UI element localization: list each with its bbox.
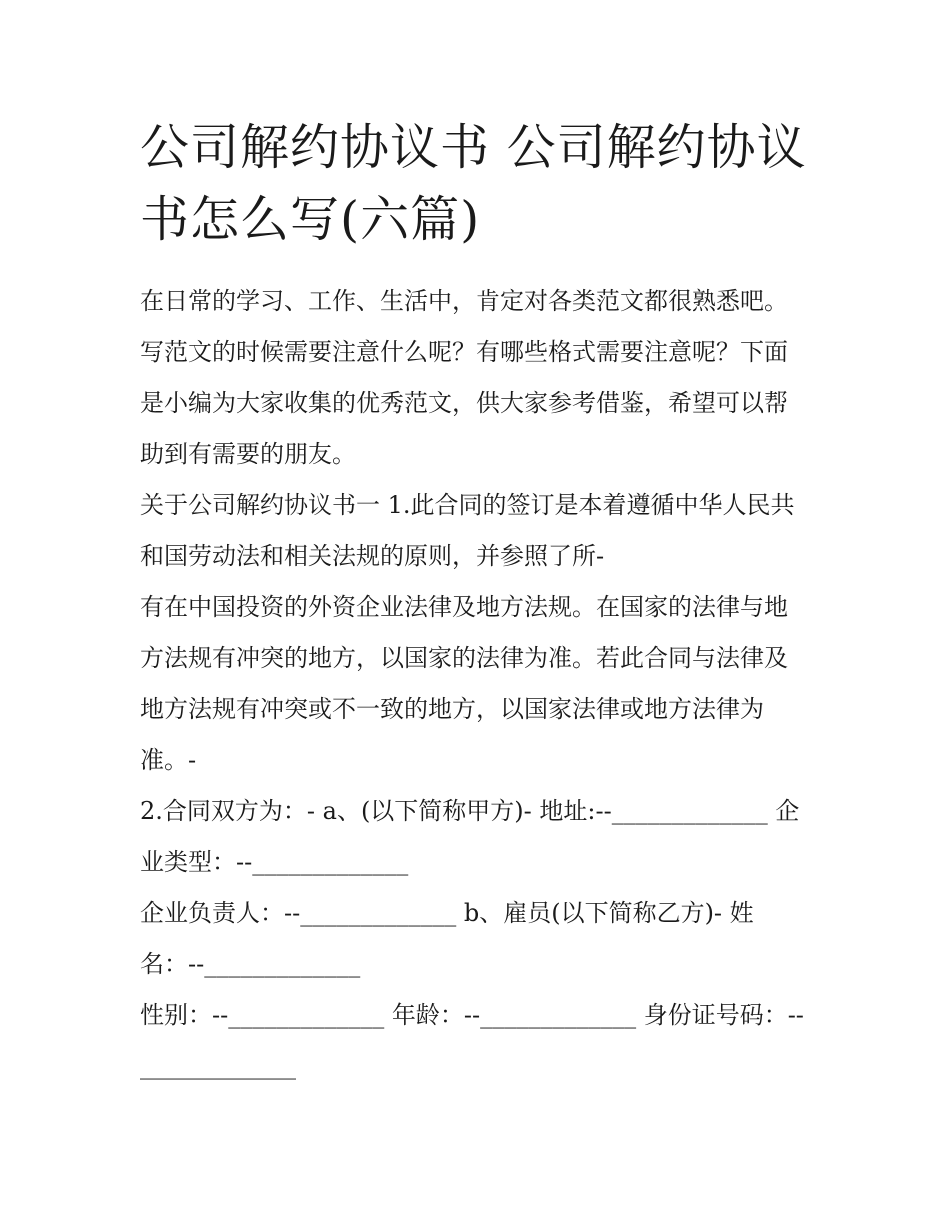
body-line: 是小编为大家收集的优秀范文，供大家参考借鉴，希望可以帮 [140, 389, 788, 417]
body-line: 有在中国投资的外资企业法律及地方法规。在国家的法律与地 [140, 593, 788, 621]
body-line: 关于公司解约协议书一 1.此合同的签订是本着遵循中华人民共 [140, 491, 795, 519]
body-line: 企业负责人：--_____________ b、雇员(以下简称乙方)- 姓 [140, 899, 754, 927]
body-line: _____________ [140, 1052, 296, 1080]
document-title [140, 112, 830, 256]
title-line-2: 书怎么写(六篇) [140, 191, 481, 248]
body-line: 业类型：--_____________ [140, 848, 409, 876]
body-line: 准。- [140, 746, 197, 774]
body-line: 写范文的时候需要注意什么呢？有哪些格式需要注意呢？下面 [140, 338, 788, 366]
body-line: 助到有需要的朋友。 [140, 440, 356, 468]
body-line: 地方法规有冲突或不一致的地方，以国家法律或地方法律为 [140, 695, 764, 723]
body-line: 名：--_____________ [140, 950, 361, 978]
title-line-1: 公司解约协议书 公司解约协议 [140, 119, 807, 176]
body-line: 性别：--_____________ 年龄：--_____________ 身份证号码：-- [140, 1001, 804, 1029]
body-line: 2.合同双方为：- a、(以下简称甲方)- 地址:--_____________ 企 [140, 797, 800, 825]
body-line: 方法规有冲突的地方，以国家的法律为准。若此合同与法律及 [140, 644, 788, 672]
body-line: 和国劳动法和相关法规的原则，并参照了所- [140, 542, 605, 570]
document-body [140, 276, 830, 1092]
body-line: 在日常的学习、工作、生活中，肯定对各类范文都很熟悉吧。 [140, 287, 788, 315]
